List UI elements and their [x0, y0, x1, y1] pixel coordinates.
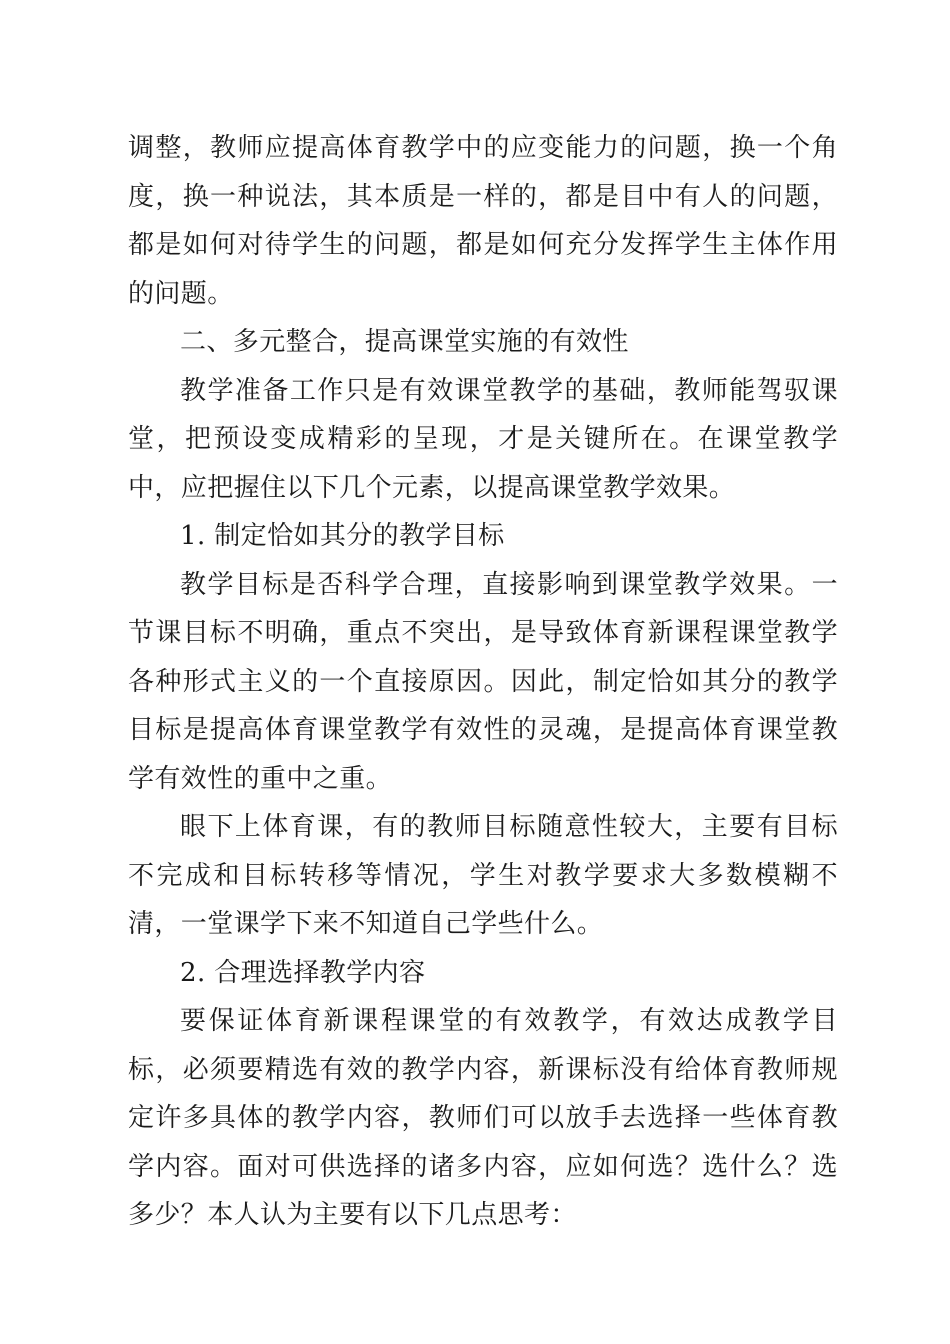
paragraph: 教学准备工作只是有效课堂教学的基础，教师能驾驭课堂，把预设变成精彩的呈现，才是关键所在。在课堂教学中，应把握住以下几个元素，以提高课堂教学效果。 [128, 375, 838, 503]
document-body [128, 124, 838, 1240]
section-heading: 二、多元整合，提高课堂实施的有效性 [180, 327, 629, 357]
paragraph: 教学目标是否科学合理，直接影响到课堂教学效果。一节课目标不明确，重点不突出，是导致体育新课程课堂教学各种形式主义的一个直接原因。因此，制定恰如其分的教学目标是提高体育课堂教学有效性的灵魂，是提高体育课堂教学有效性的重中之重。 [128, 569, 838, 794]
subsection-heading: 2. 合理选择教学内容 [180, 957, 426, 988]
paragraph-continuation: 调整，教师应提高体育教学中的应变能力的问题，换一个角度，换一种说法，其本质是一样的，都是目中有人的问题，都是如何对待学生的问题，都是如何充分发挥学生主体作用的问题。 [128, 133, 838, 309]
paragraph: 眼下上体育课，有的教师目标随意性较大，主要有目标不完成和目标转移等情况，学生对教学要求大多数模糊不清，一堂课学下来不知道自己学些什么。 [128, 812, 838, 939]
subsection-heading: 1. 制定恰如其分的教学目标 [180, 521, 505, 551]
paragraph: 要保证体育新课程课堂的有效教学，有效达成教学目标，必须要精选有效的教学内容，新课标没有给体育教师规定许多具体的教学内容，教师们可以放手去选择一些体育教学内容。面对可供选择的诸多内容，应如何选？选什么？选多少？本人认为主要有以下几点思考： [128, 1006, 838, 1230]
